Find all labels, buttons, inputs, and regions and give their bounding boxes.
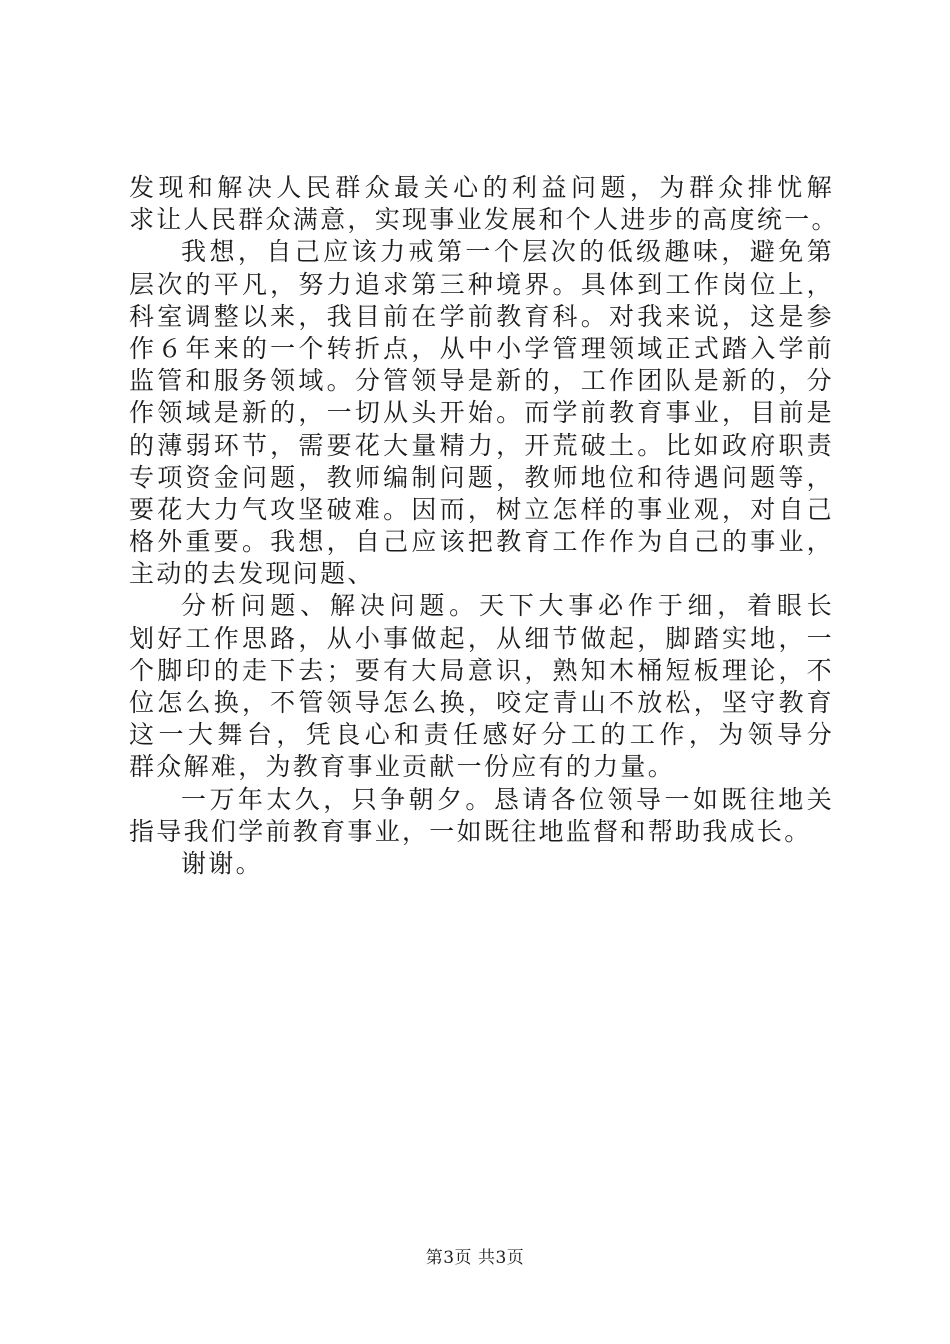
text-line: 谢谢。	[181, 848, 263, 878]
text-line: 作领域是新的，一切从头开始。而学前教育事业，目前是	[129, 398, 834, 428]
text-line: 一万年太久，只争朝夕。恳请各位领导一如既往地关	[181, 784, 834, 814]
text-line: 科室调整以来，我目前在学前教育科。对我来说，这是参	[129, 301, 834, 331]
text-line: 主动的去发现问题、	[129, 559, 375, 589]
text-line: 群众解难，为教育事业贡献一份应有的力量。	[129, 752, 676, 782]
text-line: 指导我们学前教育事业，一如既往地监督和帮助我成长。	[129, 816, 812, 846]
text-line: 我想，自己应该力戒第一个层次的低级趣味，避免第	[181, 237, 834, 267]
text-line: 层次的平凡，努力追求第三种境界。具体到工作岗位上，	[129, 269, 834, 299]
document-body	[129, 172, 839, 880]
text-line: 要花大力气攻坚破难。因而，树立怎样的事业观，对自己	[129, 494, 834, 524]
page-number-footer: 第3页 共3页	[425, 1248, 525, 1268]
text-line: 划好工作思路，从小事做起，从细节做起，脚踏实地，一	[129, 623, 834, 653]
text-line: 的薄弱环节，需要花大量精力，开荒破土。比如政府职责	[129, 430, 834, 460]
text-line: 个脚印的走下去；要有大局意识，熟知木桶短板理论，不	[129, 655, 834, 685]
text-line: 这一大舞台，凭良心和责任感好分工的工作，为领导分	[129, 720, 834, 750]
text-line: 监管和服务领域。分管领导是新的，工作团队是新的，分	[129, 366, 834, 396]
text-line: 分析问题、解决问题。天下大事必作于细，着眼长	[181, 591, 834, 621]
text-line: 专项资金问题，教师编制问题，教师地位和待遇问题等，	[129, 462, 834, 492]
text-line: 格外重要。我想，自己应该把教育工作作为自己的事业，	[129, 527, 834, 557]
text-line: 求让人民群众满意，实现事业发展和个人进步的高度统一。	[129, 205, 839, 235]
text-line: 发现和解决人民群众最关心的利益问题，为群众排忧解	[129, 173, 834, 202]
text-line: 作６年来的一个转折点，从中小学管理领域正式踏入学前	[129, 333, 834, 363]
text-line: 位怎么换，不管领导怎么换，咬定青山不放松，坚守教育	[129, 688, 834, 717]
